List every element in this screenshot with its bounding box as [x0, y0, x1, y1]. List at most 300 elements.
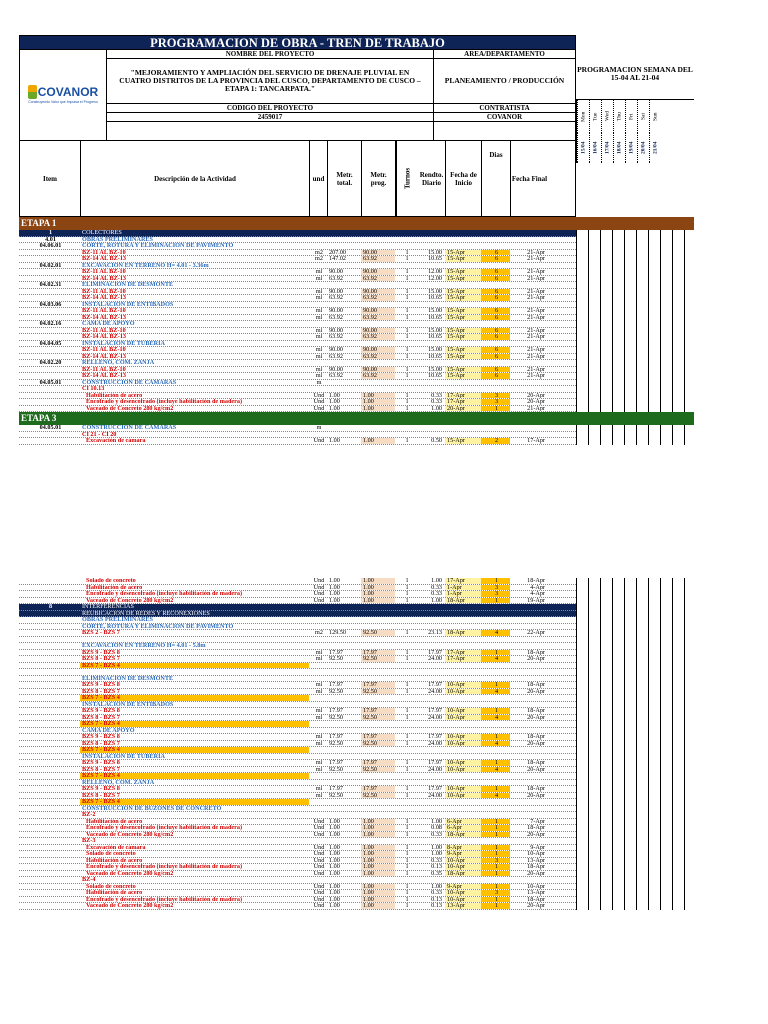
cell-c6: 1 [405, 584, 409, 590]
cell-c9 [481, 604, 510, 610]
cell-c4: 17.97 [329, 760, 343, 766]
cell-c8 [445, 243, 481, 249]
cell-c7: 10.65 [428, 314, 442, 320]
logo-tagline: Construyendo Valor que Impulsa el Progreso [28, 100, 98, 105]
cell-c5 [361, 773, 395, 779]
cell-c1 [19, 708, 80, 714]
cell-c5 [361, 747, 395, 753]
cell-c2: Vaceado de Concreto 280 kg/cm2 [86, 870, 174, 876]
cell-c5: 90.00 [361, 289, 395, 295]
cell-c6: 1 [405, 591, 409, 597]
cell-c5: 1.00 [361, 845, 395, 851]
cell-c7: 0.33 [431, 591, 442, 597]
cell-c10 [510, 624, 547, 630]
cell-c1 [19, 741, 80, 747]
cell-c8 [445, 838, 481, 844]
cell-c8: 15-Apr [445, 334, 481, 340]
cell-c2: CI 10.13 [82, 386, 105, 392]
cell-c7: 15.00 [428, 347, 442, 353]
cell-c8: 6-Apr [445, 825, 481, 831]
cell-c9: 2 [481, 438, 510, 444]
cell-c7: 1.00 [431, 597, 442, 603]
cell-c6 [395, 669, 417, 675]
cell-c3: ml [315, 288, 323, 294]
cell-c1 [19, 611, 80, 617]
cell-c3 [309, 637, 327, 643]
cell-c6: 1 [405, 373, 409, 379]
cell-c8: 10-Apr [445, 786, 481, 792]
cell-c9: 6 [481, 250, 510, 256]
cell-c2: BZ-11 AL BZ-10 [82, 288, 126, 294]
cell-c3 [309, 432, 327, 438]
cell-c5 [361, 637, 395, 643]
cell-c8: 17-Apr [445, 650, 481, 656]
cell-c8: 10-Apr [445, 734, 481, 740]
cell-c10 [510, 425, 547, 431]
cell-c8 [445, 643, 481, 649]
week-title: PROGRAMACION SEMANA DEL 15-04 AL 21-04 [577, 65, 693, 82]
cell-c5 [361, 380, 395, 386]
cell-c1: 04.06.01 [39, 243, 62, 249]
cell-c4 [327, 676, 361, 682]
cell-c8: 10-Apr [445, 858, 481, 864]
cell-c1: 04.05.01 [39, 379, 62, 385]
cell-c10 [510, 604, 547, 610]
cell-c9: 6 [481, 308, 510, 314]
cell-c1 [19, 897, 80, 903]
cell-c8 [445, 780, 481, 786]
cell-c6: 1 [405, 786, 409, 792]
cell-c9 [481, 728, 510, 734]
cell-c4: 90.00 [329, 308, 343, 314]
cell-c5: 1.00 [361, 399, 395, 405]
cell-c6 [395, 806, 417, 812]
cell-c9: 1 [481, 760, 510, 766]
cell-c3 [309, 877, 327, 883]
cell-c3: Und [313, 831, 325, 837]
cell-c1 [19, 617, 80, 623]
cell-c8: 13-Apr [445, 903, 481, 909]
cell-c7: 17.97 [428, 734, 442, 740]
cell-c5: 92.50 [361, 656, 395, 662]
cell-c10 [510, 243, 547, 249]
cell-c4: 1.00 [329, 825, 340, 831]
cell-c8 [445, 799, 481, 805]
cell-c6: 1 [405, 714, 409, 720]
cell-c4: 1.00 [329, 392, 340, 398]
cell-c5: 1.00 [361, 851, 395, 857]
cell-c4 [327, 799, 361, 805]
col-dias: Dias [482, 141, 511, 216]
cell-c9: 3 [481, 399, 510, 405]
cell-c10: 13-Apr [527, 890, 545, 896]
cell-c4: 1.00 [329, 857, 340, 863]
cell-c4 [327, 643, 361, 649]
cell-c2: INSTALACION DE TUBERIA [82, 340, 165, 346]
cell-c2: Habilitación de acero [86, 818, 143, 824]
cell-c3: ml [315, 649, 323, 655]
cell-c6 [395, 360, 417, 366]
cell-c9 [481, 237, 510, 243]
cell-c8 [445, 728, 481, 734]
cell-c6: 1 [405, 249, 409, 255]
cell-c3: ml [315, 327, 323, 333]
cell-c2: BZS 9 - BZS 8 [82, 708, 120, 714]
cell-c5 [361, 702, 395, 708]
cell-c1: 04.05.01 [39, 425, 62, 431]
cell-c10: 17-Apr [527, 438, 545, 444]
col-rendto: Rendto. Diario [418, 141, 446, 216]
cell-c4: 63.92 [329, 275, 343, 281]
cell-c8: 15-Apr [445, 256, 481, 262]
cell-c5: 92.50 [361, 689, 395, 695]
cell-c7 [417, 243, 445, 249]
activity-table-1 [19, 217, 576, 445]
cell-c9 [481, 669, 510, 675]
cell-c9: 1 [481, 682, 510, 688]
cell-c1 [19, 406, 80, 412]
cell-c2: Encofrado y desencofrado (incluye habilitación de madera) [86, 591, 243, 597]
cell-c4 [327, 321, 361, 327]
cell-c2: OBRAS PRELIMINARES [82, 617, 153, 623]
cell-c8 [445, 812, 481, 818]
cell-c7: 0.50 [431, 438, 442, 444]
weekday-3: Thu [613, 100, 625, 133]
cell-c1: 04.04.05 [39, 340, 62, 346]
cell-c7 [417, 263, 445, 269]
cell-c6: 1 [405, 870, 409, 876]
cell-c3 [309, 799, 327, 805]
cell-c2: CONSTRUCCION DE BUZONES DE CONCRETO [82, 805, 222, 811]
cell-c3 [309, 617, 327, 623]
cell-c8: 15-Apr [445, 289, 481, 295]
cell-c5 [361, 604, 395, 610]
col-final: Fecha Final [511, 174, 548, 183]
cell-c5: 1.00 [361, 897, 395, 903]
cell-c8: 10-Apr [445, 864, 481, 870]
cell-c10: 18-Apr [527, 578, 545, 584]
cell-c1 [19, 373, 80, 379]
cell-c7: 15.00 [428, 288, 442, 294]
cell-c2: Vaceado de Concreto 280 kg/cm2 [86, 597, 174, 603]
cell-c5: 17.97 [361, 682, 395, 688]
cell-c1 [19, 884, 80, 890]
cell-c2: BZ-11 AL BZ-10 [82, 327, 126, 333]
cell-c8 [445, 282, 481, 288]
cell-c2: BZS 7 - BZS 4 [80, 799, 309, 805]
cell-c8 [445, 637, 481, 643]
cell-c10 [510, 799, 547, 805]
cell-c5 [361, 230, 395, 236]
cell-c1: 1 [19, 230, 80, 236]
project-code-label: CODIGO DEL PROYECTO [107, 103, 433, 113]
cell-c3: ml [315, 656, 323, 662]
cell-c3: Und [313, 597, 325, 603]
cell-c4: 1.00 [329, 591, 340, 597]
cell-c2: COLECTORES [80, 230, 309, 236]
cell-c3 [309, 341, 327, 347]
cell-c4 [327, 230, 361, 236]
cell-c8: 1-Apr [445, 585, 481, 591]
cell-c9: 1 [481, 819, 510, 825]
cell-c4 [327, 663, 361, 669]
cell-c4: 17.97 [329, 708, 343, 714]
cell-c6: 1 [405, 883, 409, 889]
cell-c5: 63.92 [361, 354, 395, 360]
col-item: Item [20, 141, 81, 216]
cell-c8 [445, 624, 481, 630]
cell-c3 [309, 780, 327, 786]
cell-c10 [510, 637, 547, 643]
weekday-6: Sun [649, 100, 661, 133]
cell-c1 [19, 734, 80, 740]
cell-c4 [327, 695, 361, 701]
cell-c9 [481, 747, 510, 753]
cell-c7: 1.00 [431, 851, 442, 857]
cell-c9 [481, 624, 510, 630]
cell-c3: Und [313, 903, 325, 909]
cell-c8: 15-Apr [445, 367, 481, 373]
cell-c9 [481, 643, 510, 649]
cell-c5: 1.00 [361, 393, 395, 399]
cell-c10: 21-Apr [527, 308, 545, 314]
cell-c2: BZS 8 - BZS 7 [82, 740, 120, 746]
cell-c8: 17-Apr [445, 399, 481, 405]
cell-c4: 17.97 [329, 786, 343, 792]
cell-c10 [510, 663, 547, 669]
cell-c7 [417, 425, 445, 431]
cell-c8: 10-Apr [445, 682, 481, 688]
cell-c2: Vaceado de Concreto 280 kg/cm2 [86, 903, 174, 909]
cell-c6 [395, 282, 417, 288]
cell-c7 [417, 695, 445, 701]
cell-c1 [19, 289, 80, 295]
cell-c9: 4 [481, 715, 510, 721]
cell-c3: ml [315, 353, 323, 359]
cell-c3 [309, 386, 327, 392]
cell-c6: 1 [405, 857, 409, 863]
cell-c5: 90.00 [361, 269, 395, 275]
cell-c9 [481, 360, 510, 366]
cell-c3: Und [313, 438, 325, 444]
cell-c3 [309, 721, 327, 727]
cell-c7 [417, 321, 445, 327]
cell-c7: 10.65 [428, 334, 442, 340]
cell-c3: ml [315, 714, 323, 720]
cell-c10: 21-Apr [527, 327, 545, 333]
cell-c5: 1.00 [361, 884, 395, 890]
cell-c3: ml [315, 314, 323, 320]
cell-c8: 15-Apr [445, 438, 481, 444]
cell-c1 [19, 695, 80, 701]
cell-c8 [445, 360, 481, 366]
cell-c1: 04.02.01 [39, 262, 62, 268]
cell-c3: ml [315, 740, 323, 746]
cell-c10: 21-Apr [527, 295, 545, 301]
cell-c7 [417, 663, 445, 669]
cell-c4: 63.92 [329, 295, 343, 301]
cell-c5: 1.00 [361, 585, 395, 591]
cell-c6 [395, 838, 417, 844]
cell-c6: 1 [405, 792, 409, 798]
cell-c1 [19, 799, 80, 805]
cell-c9: 1 [481, 884, 510, 890]
cell-c8: 10-Apr [445, 689, 481, 695]
cell-c10: 10-Apr [527, 851, 545, 857]
cell-c1 [19, 760, 80, 766]
cell-c1 [19, 276, 80, 282]
cell-c4 [327, 237, 361, 243]
cell-c2: Solado de concreto [86, 851, 136, 857]
cell-c1 [19, 354, 80, 360]
cell-c2: BZS 7 - BZS 4 [80, 721, 309, 727]
cell-c3 [309, 754, 327, 760]
cell-c10: 7-Apr [530, 818, 545, 824]
cell-c5 [361, 321, 395, 327]
cell-c1: 8 [19, 604, 80, 610]
cell-c5 [361, 695, 395, 701]
week-schedule-header [576, 64, 694, 163]
cell-c1 [19, 728, 80, 734]
cell-c6 [395, 263, 417, 269]
cell-c3: ml [315, 308, 323, 314]
cell-c10 [510, 611, 547, 617]
weekday-2: Wed [601, 100, 613, 133]
cell-c8: 10-Apr [445, 715, 481, 721]
logo-icon [28, 85, 37, 99]
cell-c10: 22-Apr [527, 630, 545, 636]
cell-c4 [327, 380, 361, 386]
cell-c6 [395, 237, 417, 243]
cell-c9: 6 [481, 269, 510, 275]
cell-c2: BZ-14 AL BZ-13 [82, 334, 127, 340]
cell-c3 [309, 676, 327, 682]
cell-c1 [19, 367, 80, 373]
cell-c2: BZS 8 - BZS 7 [82, 792, 120, 798]
cell-c3: Und [313, 405, 325, 411]
cell-c4 [327, 432, 361, 438]
cell-c2: BZ-4 [82, 877, 96, 883]
cell-c4: 90.00 [329, 288, 343, 294]
cell-c7: 15.00 [428, 327, 442, 333]
cell-c7: 24.00 [428, 766, 442, 772]
area-label: AREA/DEPARTAMENTO [434, 50, 575, 59]
cell-c4: 92.50 [329, 714, 343, 720]
cell-c5: 17.97 [361, 760, 395, 766]
date-0: 15/04 [577, 133, 589, 163]
cell-c1 [19, 864, 80, 870]
cell-c7: 0.33 [431, 584, 442, 590]
cell-c1 [19, 637, 80, 643]
cell-c9: 1 [481, 871, 510, 877]
cell-c1 [19, 767, 80, 773]
contractor-value: COVANOR [434, 113, 575, 122]
cell-c2: Encofrado y desencofrado (incluye habilitación de madera) [86, 825, 243, 831]
cell-c3: Und [313, 890, 325, 896]
cell-c4: 1.00 [329, 584, 340, 590]
cell-c9: 3 [481, 393, 510, 399]
cell-c5 [361, 617, 395, 623]
cell-c4: 1.00 [329, 818, 340, 824]
cell-c2: BZS 2 - BZS 7 [82, 630, 120, 636]
cell-c8: 9-Apr [445, 851, 481, 857]
cell-c9: 6 [481, 367, 510, 373]
cell-c5 [361, 611, 395, 617]
cell-c3 [309, 611, 327, 617]
cell-c9 [481, 637, 510, 643]
cell-c2: BZ-3 [82, 838, 96, 844]
cell-c6: 1 [405, 649, 409, 655]
cell-c3: ml [315, 347, 323, 353]
date-1: 16/04 [589, 133, 601, 163]
cell-c5 [361, 263, 395, 269]
cell-c9 [481, 838, 510, 844]
cell-c4 [327, 604, 361, 610]
week-grid-row [576, 438, 694, 445]
cell-c10 [510, 806, 547, 812]
cell-c9 [481, 676, 510, 682]
cell-c3: Und [313, 844, 325, 850]
cell-c4: 1.00 [329, 597, 340, 603]
cell-c9: 4 [481, 656, 510, 662]
cell-c10 [510, 341, 547, 347]
cell-c10: 4-Apr [530, 584, 545, 590]
cell-c8: 15-Apr [445, 354, 481, 360]
cell-c10: 20-Apr [527, 792, 545, 798]
cell-c6 [395, 643, 417, 649]
cell-c4 [327, 773, 361, 779]
cell-c3: ml [315, 760, 323, 766]
cell-c2: CI 21 - CI 20 [82, 431, 117, 437]
cell-c3 [309, 237, 327, 243]
cell-c6 [395, 695, 417, 701]
cell-c1: 04.03.06 [39, 301, 62, 307]
cell-c7 [417, 380, 445, 386]
cell-c4: 129.50 [329, 630, 347, 636]
cell-c6 [395, 721, 417, 727]
cell-c5: 17.97 [361, 786, 395, 792]
cell-c9: 3 [481, 591, 510, 597]
cell-c5: 1.00 [361, 598, 395, 604]
cell-c6: 1 [405, 864, 409, 870]
cell-c7 [417, 604, 445, 610]
week-grid-row [576, 903, 694, 910]
cell-c8 [445, 237, 481, 243]
cell-c5 [361, 425, 395, 431]
cell-c10: 18-Apr [527, 825, 545, 831]
weekday-row [576, 99, 694, 133]
cell-c8: 15-Apr [445, 328, 481, 334]
cell-c4 [327, 302, 361, 308]
cell-c5: 90.00 [361, 250, 395, 256]
cell-c6: 1 [405, 405, 409, 411]
cell-c6: 1 [405, 688, 409, 694]
cell-c2: CAMA DE APOYO [82, 321, 135, 327]
project-name: "MEJORAMIENTO Y AMPLIACIÓN DEL SERVICIO DE DRENAJE PLUVIAL EN CUATRO DISTRITOS DE LA PROVINCIA DEL CUSCO, DEPARTAMENTO DE CUSCO – ETAPA 1: TANCARPATA." [119, 68, 421, 93]
cell-c2: Habilitación de acero [86, 890, 143, 896]
cell-c1 [19, 624, 80, 630]
cell-c1 [19, 393, 80, 399]
cell-c7 [417, 282, 445, 288]
cell-c10: 21-Apr [527, 347, 545, 353]
cell-c3 [309, 728, 327, 734]
cell-c2: INTERFERENCIAS [80, 604, 309, 610]
cell-c9: 1 [481, 864, 510, 870]
cell-c3: m [316, 425, 322, 431]
cell-c2: Habilitación de acero [86, 392, 143, 398]
cell-c4 [327, 637, 361, 643]
cell-c3: ml [315, 334, 323, 340]
